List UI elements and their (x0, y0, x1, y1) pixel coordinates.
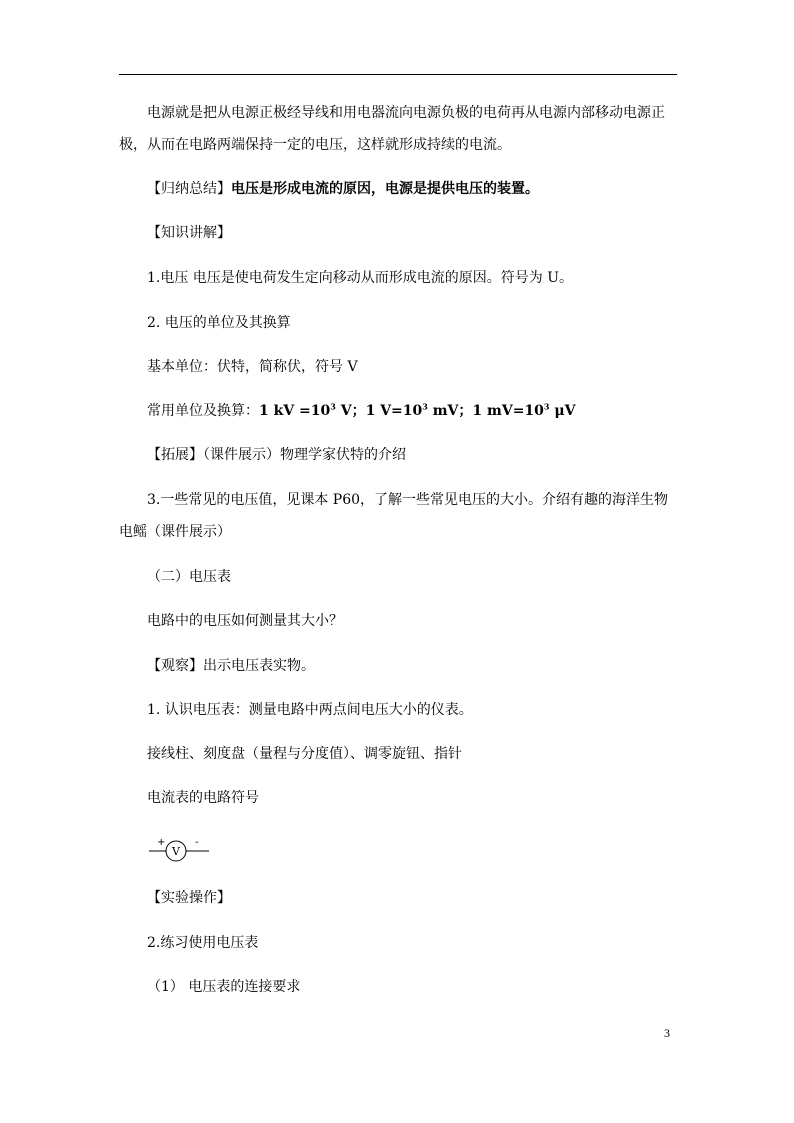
header-rule (119, 74, 677, 75)
summary-label: 【归纳总结】 (147, 181, 231, 197)
paragraph-common-voltages: 3.一些常见的电压值，见课本 P60，了解一些常见电压的大小。介绍有趣的海洋生物电鳐（课件展示） (119, 492, 669, 540)
conversion-kv: 1 kV $=10^3$ V；1 $V=10^3$ mV；1 $mV=10^3$ μV (259, 401, 576, 419)
conversion-label: 常用单位及换算： (147, 403, 259, 419)
paragraph-extension: 【拓展】（课件展示）物理学家伏特的介绍 (147, 447, 406, 463)
minus-terminal-label: - (195, 837, 199, 848)
voltmeter-symbol (147, 834, 213, 866)
paragraph-unit-conversion (119, 395, 677, 427)
paragraph-units-heading: 2. 电压的单位及其换算 (147, 315, 291, 331)
paragraph-voltage-definition: 1.电压 电压是使电荷发生定向移动从而形成电流的原因。符号为 U。 (147, 270, 574, 286)
voltmeter-letter: V (172, 845, 180, 858)
paragraph-power-source: 电源就是把从电源正极经导线和用电器流向电源负极的电荷再从电源内部移动电源正极，从而在电路两端保持一定的电压，这样就形成持续的电流。 (119, 105, 665, 153)
summary-text: 电压是形成电流的原因，电源是提供电压的装置。 (231, 181, 539, 197)
paragraph-base-unit: 基本单位：伏特，简称伏，符号 V (147, 359, 358, 375)
paragraph-practice: 2.练习使用电压表 (147, 935, 259, 951)
paragraph-parts: 接线柱、刻度盘（量程与分度值）、调零旋钮、指针 (147, 746, 462, 762)
heading-knowledge: 【知识讲解】 (147, 225, 231, 241)
paragraph-observe: 【观察】出示电压表实物。 (147, 658, 315, 674)
plus-terminal-label: + (157, 837, 166, 848)
paragraph-know-voltmeter: 1. 认识电压表：测量电路中两点间电压大小的仪表。 (147, 702, 473, 718)
heading-voltmeter: （二）电压表 (147, 569, 231, 585)
heading-experiment: 【实验操作】 (147, 890, 231, 906)
paragraph-circuit-symbol: 电流表的电路符号 (147, 790, 259, 806)
paragraph-question: 电路中的电压如何测量其大小？ (147, 613, 343, 629)
paragraph-connection: （1） 电压表的连接要求 (147, 979, 301, 995)
paragraph-summary (119, 173, 677, 205)
page-number: 3 (664, 1026, 670, 1040)
